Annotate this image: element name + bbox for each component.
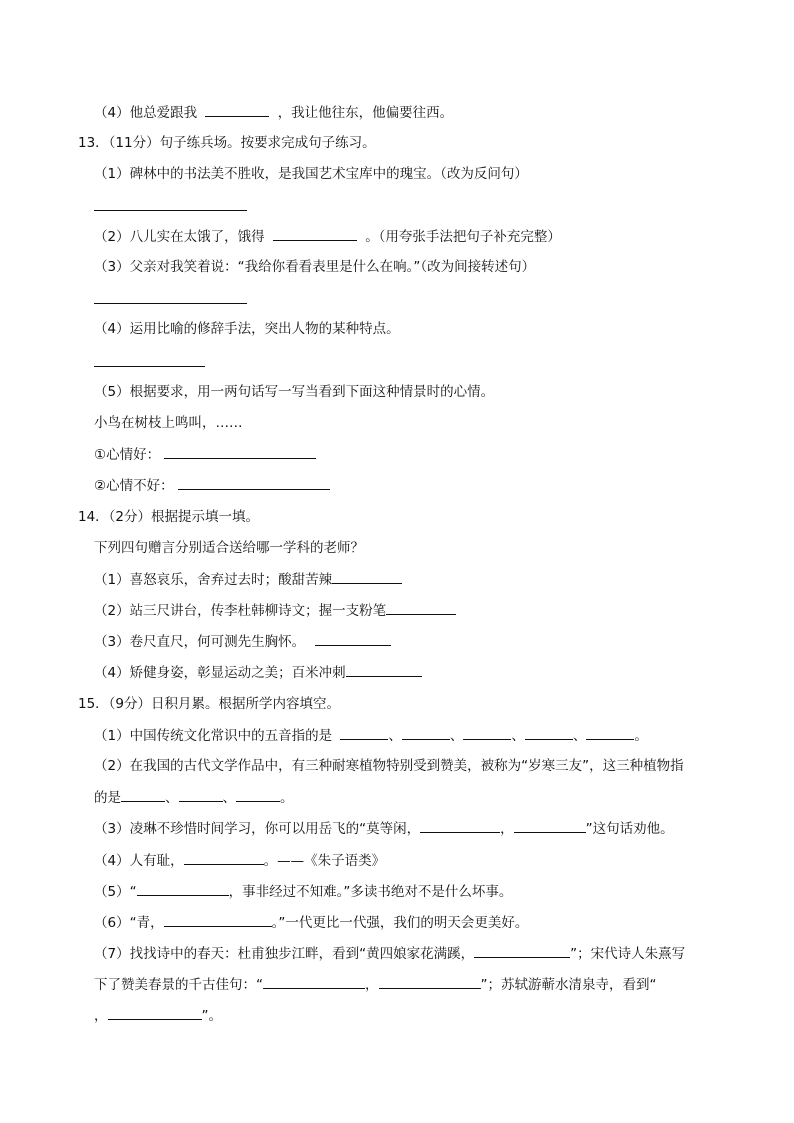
q14-title: 14．（2分）根据提示填一填。 xyxy=(78,509,260,525)
answer-blank[interactable] xyxy=(205,103,269,117)
answer-line[interactable] xyxy=(94,366,205,367)
q14-item-4: （4）矫健身姿，彰显运动之美；百米冲刺 xyxy=(94,663,422,682)
q14-item-2: （2）站三尺讲台，传李杜韩柳诗文；握一支粉笔 xyxy=(94,601,456,620)
answer-blank[interactable] xyxy=(164,913,272,927)
answer-line[interactable] xyxy=(94,210,247,211)
q13-scene: 小鸟在树枝上鸣叫，…… xyxy=(94,415,243,431)
answer-blank[interactable] xyxy=(340,726,388,740)
answer-blank[interactable] xyxy=(514,819,586,833)
answer-blank[interactable] xyxy=(121,788,165,802)
answer-blank[interactable] xyxy=(402,726,450,740)
answer-blank[interactable] xyxy=(474,944,570,958)
q15-item-3: （3）凌琳不珍惜时间学习，你可以用岳飞的“莫等闲， ， ”这句话劝他。 xyxy=(94,821,674,837)
answer-blank[interactable] xyxy=(332,570,402,584)
answer-line[interactable] xyxy=(94,303,247,304)
answer-blank[interactable] xyxy=(236,788,280,802)
answer-blank[interactable] xyxy=(525,726,573,740)
answer-blank[interactable] xyxy=(420,819,500,833)
q15-item-1: （1）中国传统文化常识中的五音指的是 、 、 、 、 。 xyxy=(94,728,648,744)
answer-blank[interactable] xyxy=(108,1006,202,1020)
answer-blank[interactable] xyxy=(179,788,223,802)
q14-intro: 下列四句赠言分别适合送给哪一学科的老师？ xyxy=(94,540,364,556)
q13-mood-good: ①心情好： xyxy=(94,445,316,464)
q14-item-3: （3）卷尺直尺，何可测先生胸怀。 xyxy=(94,632,391,651)
answer-blank[interactable] xyxy=(164,445,316,459)
q15-title: 15．（9分）日积月累。根据所学内容填空。 xyxy=(78,696,341,712)
q15-item-6: （6）“青， 。”一代更比一代强，我们的明天会更美好。 xyxy=(94,915,529,931)
q13-item-3: （3）父亲对我笑着说：“我给你看看表里是什么在响。”（改为间接转述句） xyxy=(94,259,536,275)
answer-blank[interactable] xyxy=(463,726,511,740)
q13-mood-bad: ②心情不好： xyxy=(94,476,330,495)
q14-item-1: （1）喜怒哀乐，舍弃过去时；酸甜苦辣 xyxy=(94,570,402,589)
answer-blank[interactable] xyxy=(273,227,357,241)
q15-item-4: （4）人有耻， 。——《朱子语类》 xyxy=(94,853,386,869)
q13-title: 13．（11分）句子练兵场。按要求完成句子练习。 xyxy=(78,135,376,151)
q15-item-7-cont: 下了赞美春景的千古佳句：“ ， ”；苏轼游蕲水清泉寺，看到“ xyxy=(94,977,657,993)
answer-blank[interactable] xyxy=(386,601,456,615)
answer-blank[interactable] xyxy=(137,882,229,896)
q13-item-5: （5）根据要求，用一两句话写一写当看到下面这种情景时的心情。 xyxy=(94,384,495,400)
answer-blank[interactable] xyxy=(315,632,391,646)
answer-blank[interactable] xyxy=(346,663,422,677)
answer-blank[interactable] xyxy=(379,975,481,989)
q12-item-4: （4）他总爱跟我 ，我让他往东，他偏要往西。 xyxy=(94,105,454,121)
q15-item-2: （2）在我国的古代文学作品中，有三种耐寒植物特别受到赞美，被称为“岁寒三友”，这三种植物指 xyxy=(94,758,684,774)
q15-item-7: （7）找找诗中的春天：杜甫独步江畔，看到“黄四娘家花满蹊， ”；宋代诗人朱熹写 xyxy=(94,946,686,962)
q15-item-2-cont: 的是 、 、 。 xyxy=(94,790,294,806)
q13-item-4: （4）运用比喻的修辞手法，突出人物的某种特点。 xyxy=(94,321,400,337)
answer-blank[interactable] xyxy=(178,476,330,490)
q15-item-5: （5）“ ，事非经过不知难。”多读书绝对不是什么坏事。 xyxy=(94,884,513,900)
q13-item-1: （1）碑林中的书法美不胜收，是我国艺术宝库中的瑰宝。（改为反问句） xyxy=(94,166,528,182)
answer-blank[interactable] xyxy=(263,975,365,989)
q13-item-2: （2）八儿实在太饿了，饿得 。（用夸张手法把句子补充完整） xyxy=(94,229,561,245)
answer-blank[interactable] xyxy=(184,851,264,865)
q15-item-7-end: ， ”。 xyxy=(94,1008,222,1024)
answer-blank[interactable] xyxy=(586,726,634,740)
